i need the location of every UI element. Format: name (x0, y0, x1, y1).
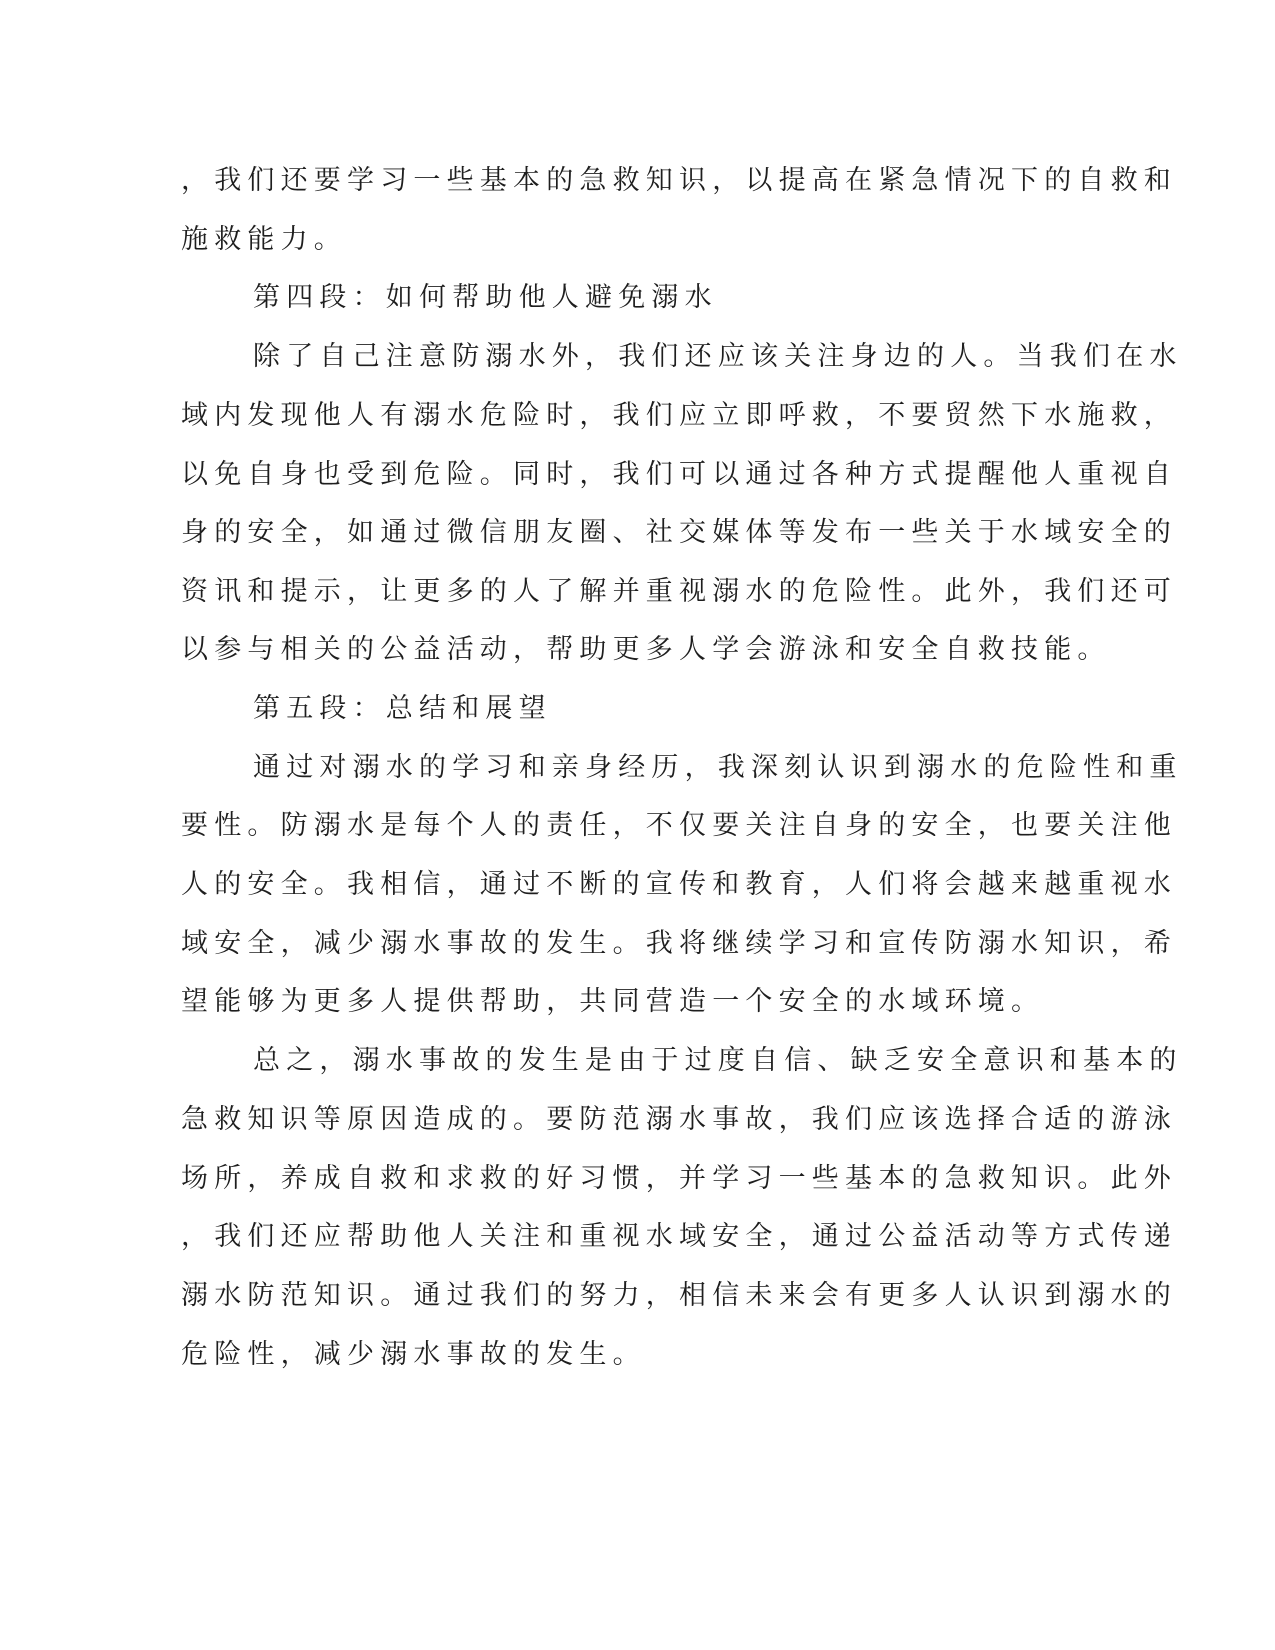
text-line: 身的安全，如通过微信朋友圈、社交媒体等发布一些关于水域安全的 (181, 517, 1177, 548)
text-line: 总之，溺水事故的发生是由于过度自信、缺乏安全意识和基本的 (253, 1045, 1183, 1076)
text-line: 要性。防溺水是每个人的责任，不仅要关注自身的安全，也要关注他 (181, 810, 1177, 841)
text-line: 急救知识等原因造成的。要防范溺水事故，我们应该选择合适的游泳 (181, 1104, 1177, 1135)
text-line: 以参与相关的公益活动，帮助更多人学会游泳和安全自救技能。 (181, 634, 1111, 665)
text-line: 施救能力。 (181, 224, 347, 255)
text-line: 望能够为更多人提供帮助，共同营造一个安全的水域环境。 (181, 986, 1045, 1017)
text-line: 人的安全。我相信，通过不断的宣传和教育，人们将会越来越重视水 (181, 869, 1177, 900)
text-line: ，我们还应帮助他人关注和重视水域安全，通过公益活动等方式传递 (181, 1221, 1177, 1252)
text-line: 以免自身也受到危险。同时，我们可以通过各种方式提醒他人重视自 (181, 459, 1177, 490)
text-line: 资讯和提示，让更多的人了解并重视溺水的危险性。此外，我们还可 (181, 576, 1177, 607)
section-heading: 第五段：总结和展望 (253, 693, 552, 724)
text-line: 域安全，减少溺水事故的发生。我将继续学习和宣传防溺水知识，希 (181, 928, 1177, 959)
text-line: 危险性，减少溺水事故的发生。 (181, 1339, 646, 1370)
text-line: 溺水防范知识。通过我们的努力，相信未来会有更多人认识到溺水的 (181, 1280, 1177, 1311)
text-line: 通过对溺水的学习和亲身经历，我深刻认识到溺水的危险性和重 (253, 752, 1183, 783)
section-heading: 第四段：如何帮助他人避免溺水 (253, 282, 718, 313)
text-line: 域内发现他人有溺水危险时，我们应立即呼救，不要贸然下水施救， (181, 400, 1177, 431)
text-line: ，我们还要学习一些基本的急救知识，以提高在紧急情况下的自救和 (181, 165, 1177, 196)
text-line: 除了自己注意防溺水外，我们还应该关注身边的人。当我们在水 (253, 341, 1183, 372)
text-line: 场所，养成自救和求救的好习惯，并学习一些基本的急救知识。此外 (181, 1163, 1177, 1194)
